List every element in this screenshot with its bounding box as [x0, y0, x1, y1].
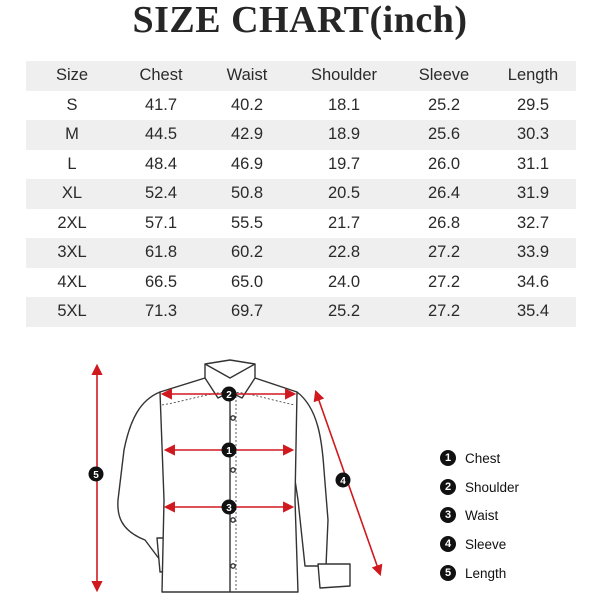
page-title: SIZE CHART(inch): [132, 0, 468, 41]
header-waist: Waist: [226, 66, 268, 85]
table-row: [26, 297, 576, 327]
table-row: [26, 179, 576, 209]
cell-chest: 57.1: [144, 213, 178, 232]
svg-text:4: 4: [340, 476, 346, 487]
cell-sleeve: 27.2: [427, 302, 461, 321]
shirt-body: [160, 378, 298, 592]
svg-text:5: 5: [93, 470, 99, 481]
legend-item-shoulder: [440, 477, 519, 497]
cell-waist: 60.2: [230, 243, 264, 262]
cell-sleeve: 26.0: [427, 154, 461, 173]
cell-waist: 69.7: [230, 302, 264, 321]
cell-size: 4XL: [57, 272, 87, 291]
marker-sleeve: [336, 473, 351, 488]
legend-item-sleeve: [440, 534, 506, 554]
cell-length: 31.1: [516, 154, 550, 173]
cell-shoulder: 21.7: [327, 213, 361, 232]
cell-length: 33.9: [516, 243, 550, 262]
cell-chest: 41.7: [144, 95, 178, 114]
cell-length: 31.9: [516, 184, 550, 203]
legend-number: 2: [440, 479, 456, 495]
cell-waist: 55.5: [230, 213, 264, 232]
right-cuff: [318, 564, 350, 588]
cell-size: S: [66, 95, 78, 114]
cell-chest: 66.5: [144, 272, 178, 291]
legend-item-waist: [440, 505, 498, 525]
cell-waist: 40.2: [230, 95, 264, 114]
legend-label: Sleeve: [465, 536, 507, 552]
cell-size: M: [65, 125, 79, 144]
cell-length: 30.3: [516, 125, 550, 144]
legend-number: 5: [440, 565, 456, 581]
cell-chest: 48.4: [144, 154, 178, 173]
shirt-diagram: [0, 340, 420, 600]
cell-length: 32.7: [516, 213, 550, 232]
table-row: [26, 238, 576, 268]
cell-size: L: [67, 154, 77, 173]
cell-sleeve: 27.2: [427, 272, 461, 291]
table-row: [26, 150, 576, 180]
legend-item-chest: [440, 448, 500, 468]
table-row: [26, 91, 576, 121]
marker-length: [89, 467, 104, 482]
svg-text:2: 2: [226, 390, 232, 401]
cell-size: 2XL: [57, 213, 87, 232]
table-row: [26, 120, 576, 150]
header-sleeve: Sleeve: [418, 66, 470, 85]
header-size: Size: [55, 66, 89, 85]
header-length: Length: [507, 66, 559, 85]
legend-item-length: [440, 563, 506, 583]
size-table: [26, 61, 576, 327]
table-row: [26, 209, 576, 239]
svg-text:1: 1: [226, 446, 232, 457]
cell-chest: 44.5: [144, 125, 178, 144]
cell-length: 34.6: [516, 272, 550, 291]
cell-shoulder: 24.0: [327, 272, 361, 291]
header-chest: Chest: [139, 66, 183, 85]
legend-label: Length: [465, 565, 507, 581]
cell-waist: 42.9: [230, 125, 264, 144]
legend-label: Chest: [465, 450, 501, 466]
cell-shoulder: 19.7: [327, 154, 361, 173]
cell-sleeve: 26.4: [427, 184, 461, 203]
legend-label: Shoulder: [465, 479, 520, 495]
cell-chest: 61.8: [144, 243, 178, 262]
cell-waist: 65.0: [230, 272, 264, 291]
cell-chest: 71.3: [144, 302, 178, 321]
cell-shoulder: 18.9: [327, 125, 361, 144]
cell-sleeve: 27.2: [427, 243, 461, 262]
cell-size: 5XL: [57, 302, 87, 321]
legend-number: 3: [440, 507, 456, 523]
right-sleeve: [292, 392, 328, 566]
legend-number: 4: [440, 536, 456, 552]
cell-size: XL: [61, 184, 83, 203]
cell-shoulder: 25.2: [327, 302, 361, 321]
cell-chest: 52.4: [144, 184, 178, 203]
cell-shoulder: 22.8: [327, 243, 361, 262]
legend-label: Waist: [465, 507, 499, 523]
cell-length: 35.4: [516, 302, 550, 321]
cell-shoulder: 20.5: [327, 184, 361, 203]
cell-length: 29.5: [516, 95, 550, 114]
legend-number: 1: [440, 450, 456, 466]
cell-size: 3XL: [57, 243, 87, 262]
cell-waist: 50.8: [230, 184, 264, 203]
cell-waist: 46.9: [230, 154, 264, 173]
table-header-row: [26, 61, 576, 91]
marker-chest: [222, 443, 237, 458]
marker-shoulder: [222, 387, 237, 402]
cell-sleeve: 25.2: [427, 95, 461, 114]
marker-waist: [222, 500, 237, 515]
table-row: [26, 268, 576, 298]
cell-sleeve: 26.8: [427, 213, 461, 232]
svg-text:3: 3: [226, 503, 232, 514]
cell-shoulder: 18.1: [327, 95, 361, 114]
header-shoulder: Shoulder: [310, 66, 378, 85]
cell-sleeve: 25.6: [427, 125, 461, 144]
